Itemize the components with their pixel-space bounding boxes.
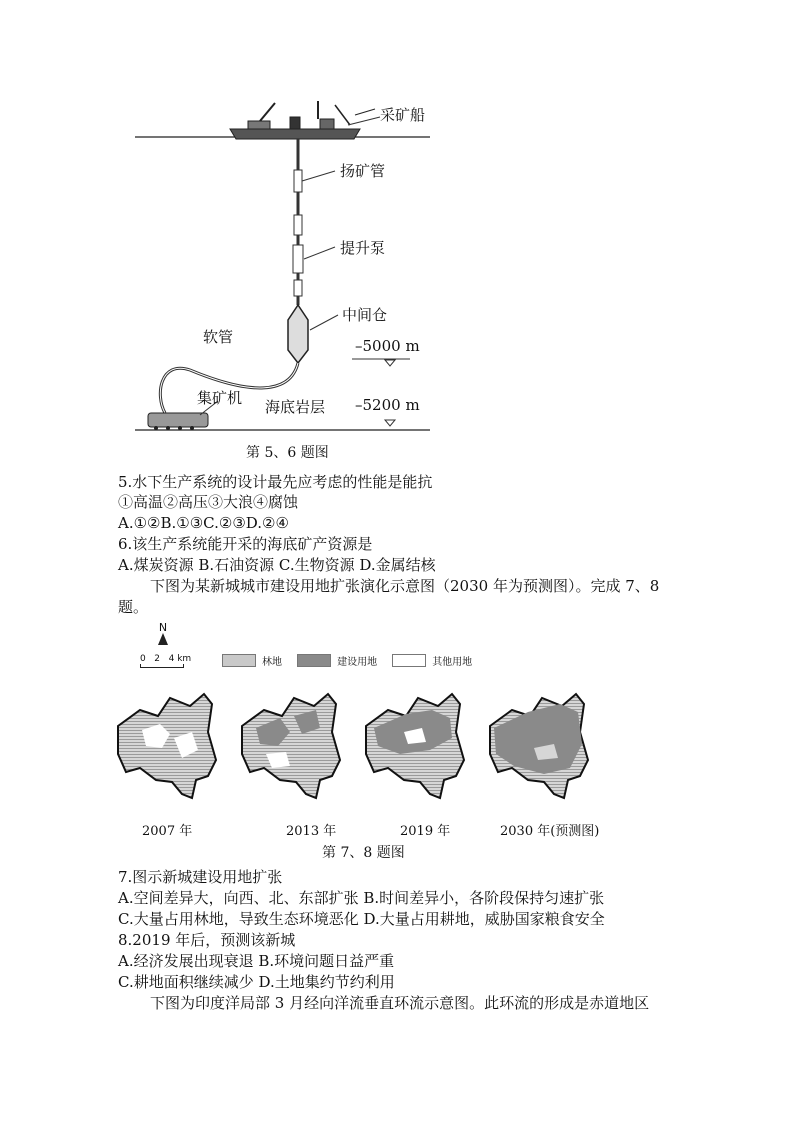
intro-7-8-line1: 下图为某新城城市建设用地扩张演化示意图（2030 年为预测图）。完成 7、8 (150, 577, 660, 595)
label-depth-5200: –5200 m (355, 396, 420, 414)
q5-stem: 5.水下生产系统的设计最先应考虑的性能是能抗 (118, 473, 433, 491)
legend-label-built: 建设用地 (337, 657, 378, 668)
legend-label-forest: 林地 (262, 657, 282, 668)
label-lift-pump: 提升泵 (340, 239, 386, 257)
year-2019: 2019 年 (400, 824, 451, 839)
q7-options-cd: C.大量占用林地，导致生态环境恶化 D.大量占用耕地，威胁国家粮食安全 (118, 910, 605, 928)
q7-options-ab: A.空间差异大，向西、北、东部扩张 B.时间差异小，各阶段保持匀速扩张 (118, 889, 605, 907)
figure2-caption: 第 7、8 题图 (322, 845, 405, 861)
q6-stem: 6.该生产系统能开采的海底矿产资源是 (118, 535, 373, 553)
label-hopper: 中间仓 (342, 306, 388, 324)
q8-options-cd: C.耕地面积继续减少 D.土地集约节约利用 (118, 973, 395, 991)
q5-options: A.①②B.①③C.②③D.②④ (118, 514, 289, 532)
q8-stem: 8.2019 年后，预测该新城 (118, 931, 296, 949)
map-2013 (242, 694, 340, 798)
q6-options: A.煤炭资源 B.石油资源 C.生物资源 D.金属结核 (118, 556, 436, 574)
q8-options-ab: A.经济发展出现衰退 B.环境问题日益严重 (118, 952, 395, 970)
label-seabed: 海底岩层 (265, 398, 326, 416)
north-arrow (155, 622, 171, 645)
label-riser-pipe: 扬矿管 (340, 162, 386, 180)
land-use-maps (112, 688, 602, 816)
scale-label: 0 2 4 km (140, 654, 192, 664)
year-2030: 2030 年(预测图) (500, 824, 600, 839)
figure1-caption: 第 5、6 题图 (246, 445, 329, 461)
scale-bar (140, 654, 191, 668)
intro-7-8-line2: 题。 (118, 598, 149, 616)
mining-ship (230, 101, 375, 139)
q7-stem: 7.图示新城建设用地扩张 (118, 868, 283, 886)
north-label: N (158, 621, 168, 634)
year-2013: 2013 年 (286, 824, 337, 839)
label-depth-5000: –5000 m (355, 337, 420, 355)
map-2007 (118, 694, 216, 798)
legend-swatch-built (297, 654, 331, 667)
label-hose: 软管 (203, 328, 234, 346)
label-mining-ship: 采矿船 (380, 106, 426, 124)
legend-swatch-other (392, 654, 426, 667)
year-2007: 2007 年 (142, 824, 193, 839)
map-legend (222, 650, 482, 669)
label-collector: 集矿机 (197, 389, 243, 407)
legend-swatch-forest (222, 654, 256, 667)
map-2019 (366, 694, 464, 798)
intro-next: 下图为印度洋局部 3 月经向洋流垂直环流示意图。此环流的形成是赤道地区 (150, 994, 650, 1012)
map-2030 (490, 694, 588, 798)
mining-system-diagram (130, 95, 440, 440)
legend-label-other: 其他用地 (432, 657, 473, 668)
q5-items: ①高温②高压③大浪④腐蚀 (118, 493, 299, 511)
